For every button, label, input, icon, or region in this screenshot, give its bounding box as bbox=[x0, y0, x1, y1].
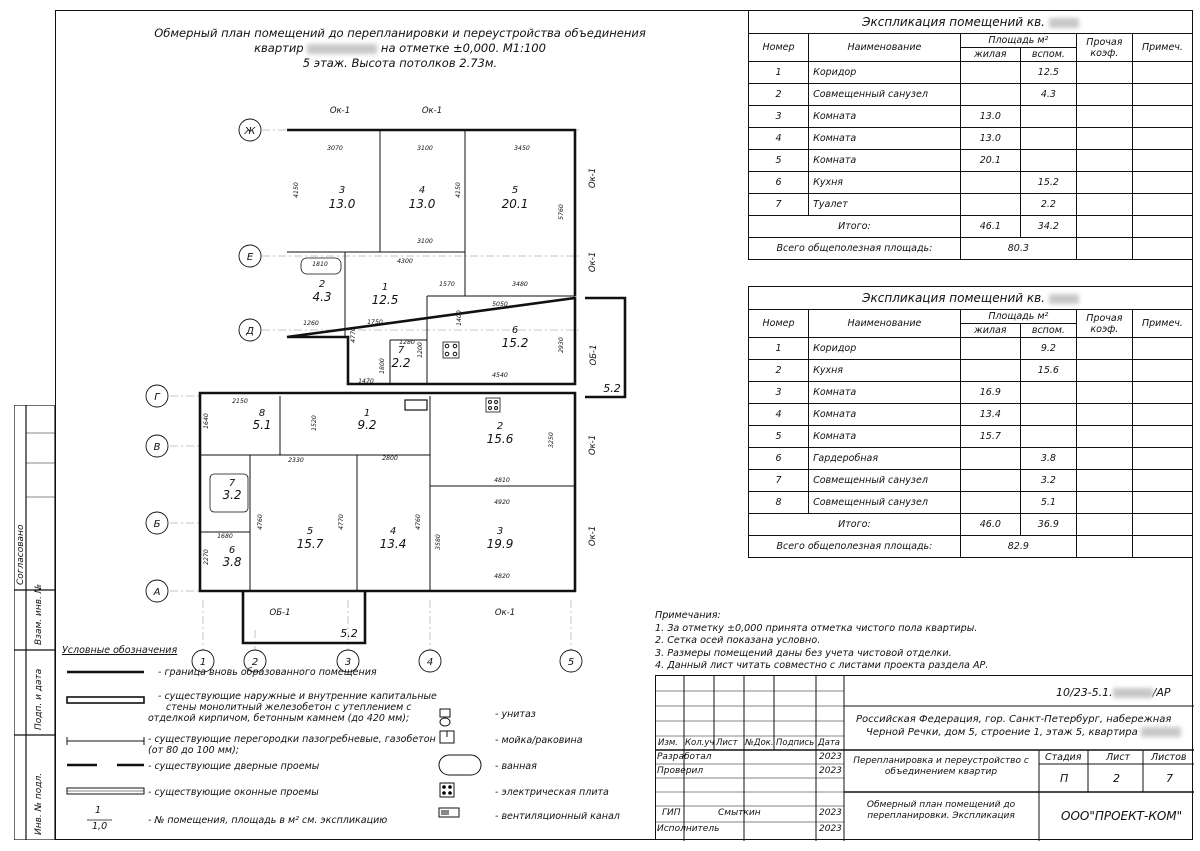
room-area: 19.9 bbox=[486, 537, 514, 551]
axis-label: 4 bbox=[426, 657, 434, 668]
room-number: 6 bbox=[511, 325, 519, 336]
cell-living bbox=[960, 470, 1020, 492]
dimension: 1280 bbox=[399, 339, 415, 346]
window-label: Ок-1 bbox=[588, 525, 598, 547]
cell-living bbox=[960, 448, 1020, 470]
axis-label: Д bbox=[246, 326, 254, 337]
axis-label: 2 bbox=[251, 657, 259, 668]
note-item: 3. Размеры помещений даны без учета чистовой отделки. bbox=[655, 647, 952, 659]
cell-living: 16.9 bbox=[960, 382, 1020, 404]
table-row bbox=[749, 128, 1193, 150]
cell-living bbox=[960, 84, 1020, 106]
company-name: ООО"ПРОЕКТ-КОМ" bbox=[1061, 809, 1183, 823]
cell-empty bbox=[1076, 172, 1132, 194]
cell-living: 13.4 bbox=[960, 404, 1020, 426]
room-number: 4 bbox=[389, 526, 397, 537]
cell-empty bbox=[1132, 360, 1192, 382]
cell-living: 13.0 bbox=[960, 106, 1020, 128]
cell-aux: 15.2 bbox=[1020, 172, 1076, 194]
room-number: 6 bbox=[228, 545, 236, 556]
total-label: Итого: bbox=[749, 514, 961, 536]
table-row bbox=[749, 150, 1193, 172]
axis-label: 1 bbox=[199, 657, 207, 668]
stage-label: Стадия bbox=[1045, 752, 1082, 763]
cell-name: Совмещенный санузел bbox=[809, 84, 961, 106]
total-aux: 36.9 bbox=[1020, 514, 1076, 536]
cell-aux: 4.3 bbox=[1020, 84, 1076, 106]
cell-living: 20.1 bbox=[960, 150, 1020, 172]
stamp-role: Исполнитель bbox=[657, 824, 720, 834]
note-item: 1. За отметку ±0,000 принята отметка чистого пола квартиры. bbox=[655, 622, 978, 634]
title-line-1: Обмерный план помещений до перепланировки и переустройства объединения bbox=[154, 26, 646, 40]
legend-heading: Условные обозначения bbox=[62, 645, 178, 656]
stamp-col-sign: Подпись bbox=[776, 738, 815, 748]
cell-name: Совмещенный санузел bbox=[809, 492, 961, 514]
axis-label: В bbox=[153, 442, 161, 453]
cell-num: 4 bbox=[749, 128, 809, 150]
upper-apartment bbox=[287, 130, 575, 384]
dimension: 1810 bbox=[312, 261, 328, 268]
room-area: 15.7 bbox=[296, 537, 324, 551]
cell-name: Комната bbox=[809, 382, 961, 404]
stamp-date: 2023 bbox=[819, 766, 842, 776]
room-area: 15.6 bbox=[486, 432, 514, 446]
room-area: 15.2 bbox=[501, 336, 529, 350]
room-number: 8 bbox=[258, 408, 266, 419]
cell-empty bbox=[1132, 216, 1192, 238]
dimension: 2930 bbox=[558, 337, 565, 353]
cell-aux bbox=[1020, 404, 1076, 426]
cell-empty bbox=[1076, 128, 1132, 150]
window-label: Ок-1 bbox=[588, 167, 598, 189]
cell-living bbox=[960, 194, 1020, 216]
room-area: 5.1 bbox=[252, 418, 272, 432]
cell-num: 4 bbox=[749, 404, 809, 426]
grand-total-row bbox=[749, 536, 1193, 558]
col-header: Примеч. bbox=[1132, 310, 1192, 338]
sheets-value: 7 bbox=[1166, 772, 1173, 785]
room-area: 13.4 bbox=[379, 537, 407, 551]
table-title: Экспликация помещений кв. bbox=[749, 11, 1193, 34]
dimension: 4770 bbox=[350, 327, 357, 343]
cell-num: 6 bbox=[749, 172, 809, 194]
cell-empty bbox=[1076, 84, 1132, 106]
cell-aux bbox=[1020, 128, 1076, 150]
drawing-code: 10/23-5.1. /АР bbox=[1056, 686, 1171, 699]
cell-num: 3 bbox=[749, 106, 809, 128]
cell-aux: 3.2 bbox=[1020, 470, 1076, 492]
stamp-col-kol: Кол.уч bbox=[685, 738, 715, 748]
col-header: Номер bbox=[749, 34, 809, 62]
address-line-2: Черной Речки, дом 5, строение 1, этаж 5, квартира bbox=[866, 727, 1181, 738]
table-row bbox=[749, 470, 1193, 492]
stamp-date: 2023 bbox=[819, 824, 842, 834]
stamp-date: 2023 bbox=[819, 752, 842, 762]
cell-living bbox=[960, 62, 1020, 84]
room-number: 7 bbox=[228, 478, 236, 489]
stage-value: П bbox=[1060, 772, 1069, 785]
dimension: 3100 bbox=[417, 238, 433, 245]
cell-empty bbox=[1076, 514, 1132, 536]
legend-fixture-symbols bbox=[437, 705, 487, 835]
stamp-name: Смыткин bbox=[718, 808, 761, 818]
cell-name: Комната bbox=[809, 128, 961, 150]
room-number: 5 bbox=[306, 526, 314, 537]
dimension: 4300 bbox=[397, 258, 413, 265]
dimension: 1800 bbox=[379, 358, 386, 374]
explication-table-2 bbox=[748, 286, 1193, 558]
sidebar-label: Подп. и дата bbox=[34, 668, 44, 730]
cell-name: Комната bbox=[809, 150, 961, 172]
dimension: 2270 bbox=[203, 549, 210, 565]
cell-empty bbox=[1132, 404, 1192, 426]
stamp-role: Проверил bbox=[657, 766, 704, 776]
grand-label: Всего общеполезная площадь: bbox=[749, 238, 961, 260]
dimension: 4760 bbox=[257, 514, 264, 530]
legend-item: (от 80 до 100 мм); bbox=[148, 745, 239, 756]
dimension: 1570 bbox=[439, 281, 455, 288]
grand-value: 80.3 bbox=[960, 238, 1076, 260]
cell-empty bbox=[1132, 172, 1192, 194]
cell-name: Гардеробная bbox=[809, 448, 961, 470]
cell-living: 13.0 bbox=[960, 128, 1020, 150]
table-row bbox=[749, 62, 1193, 84]
cell-num: 5 bbox=[749, 150, 809, 172]
dimension: 3480 bbox=[512, 281, 528, 288]
dimension: 2800 bbox=[382, 455, 398, 462]
cell-aux bbox=[1020, 382, 1076, 404]
col-header: Прочая коэф. bbox=[1076, 310, 1132, 338]
title-line-3: 5 этаж. Высота потолков 2.73м. bbox=[302, 56, 498, 70]
cell-empty bbox=[1132, 514, 1192, 536]
grand-label: Всего общеполезная площадь: bbox=[749, 536, 961, 558]
table-row bbox=[749, 194, 1193, 216]
legend-bath: - ванная bbox=[495, 761, 537, 772]
table-row bbox=[749, 106, 1193, 128]
dimension: 4810 bbox=[494, 477, 510, 484]
legend-item: стены монолитный железобетон с утеплением с bbox=[166, 702, 412, 713]
sheet-value: 2 bbox=[1113, 772, 1120, 785]
dimension: 3100 bbox=[417, 145, 433, 152]
room-area: 2.2 bbox=[391, 356, 411, 370]
legend-item: - граница вновь образованного помещения bbox=[158, 667, 377, 678]
cell-name: Совмещенный санузел bbox=[809, 470, 961, 492]
legend-item: - № помещения, площадь в м² см. экспликацию bbox=[148, 815, 388, 826]
cell-name: Туалет bbox=[809, 194, 961, 216]
stamp-role: Разработал bbox=[657, 752, 712, 762]
room-area: 12.5 bbox=[371, 293, 399, 307]
room-area: 13.0 bbox=[328, 197, 356, 211]
dimension: 1640 bbox=[203, 413, 210, 429]
col-header: Номер bbox=[749, 310, 809, 338]
cell-empty bbox=[1076, 238, 1132, 260]
cell-empty bbox=[1076, 382, 1132, 404]
cell-num: 3 bbox=[749, 382, 809, 404]
cell-empty bbox=[1076, 62, 1132, 84]
legend-sample-area: 1,0 bbox=[92, 821, 108, 832]
room-number: 3 bbox=[338, 185, 346, 196]
cell-aux bbox=[1020, 150, 1076, 172]
cell-empty bbox=[1076, 536, 1132, 558]
room-number: 1 bbox=[363, 408, 371, 419]
cell-name: Коридор bbox=[809, 62, 961, 84]
cell-living bbox=[960, 360, 1020, 382]
cell-aux: 3.8 bbox=[1020, 448, 1076, 470]
room-number: 7 bbox=[397, 345, 405, 356]
title-line-2b: на отметке ±0,000. М1:100 bbox=[380, 41, 546, 55]
cell-aux: 9.2 bbox=[1020, 338, 1076, 360]
dimension: 1750 bbox=[367, 319, 383, 326]
legend-item: - существующие дверные проемы bbox=[148, 761, 320, 772]
cell-empty bbox=[1076, 338, 1132, 360]
legend-toilet: - унитаз bbox=[495, 709, 536, 720]
total-living: 46.1 bbox=[960, 216, 1020, 238]
stamp-col-list: Лист bbox=[716, 738, 738, 748]
table-row bbox=[749, 404, 1193, 426]
axis-label: 3 bbox=[344, 657, 352, 668]
cell-num: 1 bbox=[749, 338, 809, 360]
legend-stove: - электрическая плита bbox=[495, 787, 609, 798]
axis-label: Е bbox=[246, 252, 254, 263]
grand-value: 82.9 bbox=[960, 536, 1076, 558]
room-number: 2 bbox=[318, 279, 326, 290]
balcony-area: 5.2 bbox=[603, 382, 621, 395]
legend-item: отделкой кирпичом, бетонным камнем (до 420 мм); bbox=[148, 713, 410, 724]
window-label: Ок-1 bbox=[329, 106, 351, 116]
dimension: 4150 bbox=[293, 182, 300, 198]
balcony-area: 5.2 bbox=[340, 627, 358, 640]
cell-aux bbox=[1020, 106, 1076, 128]
cell-empty bbox=[1076, 106, 1132, 128]
axis-label: А bbox=[153, 587, 161, 598]
cell-num: 7 bbox=[749, 194, 809, 216]
table-title: Экспликация помещений кв. bbox=[749, 287, 1193, 310]
title-line-2a: квартир bbox=[254, 41, 304, 55]
cell-empty bbox=[1076, 404, 1132, 426]
table-row bbox=[749, 448, 1193, 470]
axis-label: Г bbox=[154, 392, 160, 403]
dimension: 1200 bbox=[417, 342, 424, 358]
cell-empty bbox=[1132, 492, 1192, 514]
cell-empty bbox=[1132, 536, 1192, 558]
legend-item: - существующие оконные проемы bbox=[148, 787, 319, 798]
col-header: жилая bbox=[960, 324, 1020, 338]
cell-empty bbox=[1076, 448, 1132, 470]
cell-num: 8 bbox=[749, 492, 809, 514]
cell-empty bbox=[1132, 448, 1192, 470]
table-row bbox=[749, 426, 1193, 448]
col-header: Прочая коэф. bbox=[1076, 34, 1132, 62]
legend bbox=[62, 645, 620, 832]
sheets-label: Листов bbox=[1151, 752, 1187, 763]
cell-empty bbox=[1076, 492, 1132, 514]
dimension: 5050 bbox=[492, 301, 508, 308]
sidebar-label: Согласовано bbox=[16, 524, 26, 585]
dimension: 1470 bbox=[358, 378, 374, 385]
project-name: Перепланировка и переустройство с объединением квартир bbox=[853, 756, 1029, 777]
cell-empty bbox=[1132, 426, 1192, 448]
dimension: 3580 bbox=[435, 534, 442, 550]
window-label: Ок-1 bbox=[588, 251, 598, 273]
dimension: 2150 bbox=[232, 398, 248, 405]
cell-num: 2 bbox=[749, 360, 809, 382]
cell-empty bbox=[1076, 150, 1132, 172]
total-living: 46.0 bbox=[960, 514, 1020, 536]
room-area: 9.2 bbox=[357, 418, 377, 432]
cell-aux: 12.5 bbox=[1020, 62, 1076, 84]
dimension: 4770 bbox=[338, 514, 345, 530]
dimension: 4150 bbox=[455, 182, 462, 198]
cell-num: 2 bbox=[749, 84, 809, 106]
room-area: 20.1 bbox=[501, 197, 529, 211]
dimension: 5760 bbox=[558, 204, 565, 220]
legend-sink: - мойка/раковина bbox=[495, 735, 583, 746]
cell-num: 1 bbox=[749, 62, 809, 84]
cell-aux: 2.2 bbox=[1020, 194, 1076, 216]
room-area: 4.3 bbox=[312, 290, 332, 304]
room-number: 1 bbox=[381, 282, 389, 293]
cell-empty bbox=[1076, 470, 1132, 492]
col-header: вспом. bbox=[1020, 324, 1076, 338]
cell-name: Комната bbox=[809, 426, 961, 448]
cell-empty bbox=[1132, 62, 1192, 84]
room-area: 13.0 bbox=[408, 197, 436, 211]
dimension: 1680 bbox=[217, 533, 233, 540]
dimension: 4540 bbox=[492, 372, 508, 379]
col-header: Площадь м² bbox=[960, 34, 1076, 48]
legend-vent: - вентиляционный канал bbox=[495, 811, 620, 822]
cell-name: Кухня bbox=[809, 172, 961, 194]
sheet-title: Обмерный план помещений до перепланировки. Экспликация bbox=[866, 800, 1016, 821]
cell-num: 7 bbox=[749, 470, 809, 492]
notes-heading: Примечания: bbox=[655, 610, 721, 621]
axis-label: 5 bbox=[567, 657, 575, 668]
room-area: 3.8 bbox=[222, 555, 242, 569]
cell-aux: 5.1 bbox=[1020, 492, 1076, 514]
sidebar-label: Взам. инв. № bbox=[34, 583, 44, 645]
cell-empty bbox=[1076, 360, 1132, 382]
approval-sidebar bbox=[14, 405, 55, 840]
cell-num: 6 bbox=[749, 448, 809, 470]
col-header: вспом. bbox=[1020, 48, 1076, 62]
note-item: 2. Сетка осей показана условно. bbox=[655, 635, 821, 646]
dimension: 4920 bbox=[494, 499, 510, 506]
col-header: Примеч. bbox=[1132, 34, 1192, 62]
dimension: 3450 bbox=[514, 145, 530, 152]
dimension: 3070 bbox=[327, 145, 343, 152]
table-row bbox=[749, 84, 1193, 106]
cell-name: Комната bbox=[809, 404, 961, 426]
col-header: Площадь м² bbox=[960, 310, 1076, 324]
axis-label: Ж bbox=[244, 126, 256, 137]
col-header: жилая bbox=[960, 48, 1020, 62]
table-row bbox=[749, 338, 1193, 360]
room-number: 2 bbox=[496, 421, 504, 432]
cell-aux: 15.6 bbox=[1020, 360, 1076, 382]
col-header: Наименование bbox=[809, 34, 961, 62]
legend-item: - существующие наружные и внутренние капитальные bbox=[158, 691, 437, 702]
cell-empty bbox=[1076, 216, 1132, 238]
legend-sample-num: 1 bbox=[95, 805, 102, 816]
cell-empty bbox=[1132, 470, 1192, 492]
stamp-col-date: Дата bbox=[818, 738, 841, 748]
cell-living bbox=[960, 338, 1020, 360]
cell-empty bbox=[1132, 238, 1192, 260]
sheet-label: Лист bbox=[1106, 752, 1131, 763]
cell-empty bbox=[1132, 106, 1192, 128]
col-header: Наименование bbox=[809, 310, 961, 338]
cell-living: 15.7 bbox=[960, 426, 1020, 448]
window-label: Ок-1 bbox=[421, 106, 443, 116]
stamp-col-izm: Изм. bbox=[658, 738, 678, 748]
title-block bbox=[655, 675, 1193, 840]
room-area: 3.2 bbox=[222, 488, 242, 502]
window-label: ОБ-1 bbox=[589, 344, 599, 366]
dimension: 3250 bbox=[548, 432, 555, 448]
cell-empty bbox=[1132, 150, 1192, 172]
explication-table-1 bbox=[748, 10, 1193, 260]
window-label: Ок-1 bbox=[494, 608, 516, 618]
cell-living bbox=[960, 492, 1020, 514]
total-row bbox=[749, 216, 1193, 238]
table-row bbox=[749, 172, 1193, 194]
cell-name: Кухня bbox=[809, 360, 961, 382]
cell-empty bbox=[1132, 194, 1192, 216]
table-row bbox=[749, 360, 1193, 382]
axis-label: Б bbox=[153, 519, 161, 530]
cell-aux bbox=[1020, 426, 1076, 448]
sidebar-grid bbox=[14, 405, 55, 840]
total-label: Итого: bbox=[749, 216, 961, 238]
sidebar-label: Инв. № подл. bbox=[34, 772, 44, 835]
dimension: 4820 bbox=[494, 573, 510, 580]
dimension: 1400 bbox=[456, 310, 463, 326]
room-number: 4 bbox=[418, 185, 426, 196]
address-line-1: Российская Федерация, гор. Санкт-Петербург, набережная bbox=[856, 714, 1172, 725]
stamp-date: 2023 bbox=[819, 808, 842, 818]
cell-empty bbox=[1076, 426, 1132, 448]
legend-item: - существующие перегородки пазогребневые, газобетон bbox=[148, 734, 436, 745]
cell-num: 5 bbox=[749, 426, 809, 448]
window-label: ОБ-1 bbox=[269, 608, 291, 618]
cell-empty bbox=[1132, 128, 1192, 150]
cell-name: Коридор bbox=[809, 338, 961, 360]
dimension: 4760 bbox=[415, 514, 422, 530]
cell-empty bbox=[1132, 382, 1192, 404]
note-item: 4. Данный лист читать совместно с листами проекта раздела АР. bbox=[655, 660, 989, 671]
table-row bbox=[749, 382, 1193, 404]
stamp-role: ГИП bbox=[662, 808, 681, 818]
cell-name: Комната bbox=[809, 106, 961, 128]
total-row bbox=[749, 514, 1193, 536]
room-number: 3 bbox=[496, 526, 504, 537]
window-label: Ок-1 bbox=[588, 434, 598, 456]
table-row bbox=[749, 492, 1193, 514]
grand-total-row bbox=[749, 238, 1193, 260]
total-aux: 34.2 bbox=[1020, 216, 1076, 238]
cell-living bbox=[960, 172, 1020, 194]
cell-empty bbox=[1132, 84, 1192, 106]
cell-empty bbox=[1132, 338, 1192, 360]
dimension: 2330 bbox=[288, 457, 304, 464]
cell-empty bbox=[1076, 194, 1132, 216]
notes bbox=[655, 610, 988, 673]
stamp-col-doc: №Док. bbox=[745, 738, 774, 748]
room-number: 5 bbox=[511, 185, 519, 196]
dimension: 1260 bbox=[303, 320, 319, 327]
dimension: 1520 bbox=[311, 415, 318, 431]
